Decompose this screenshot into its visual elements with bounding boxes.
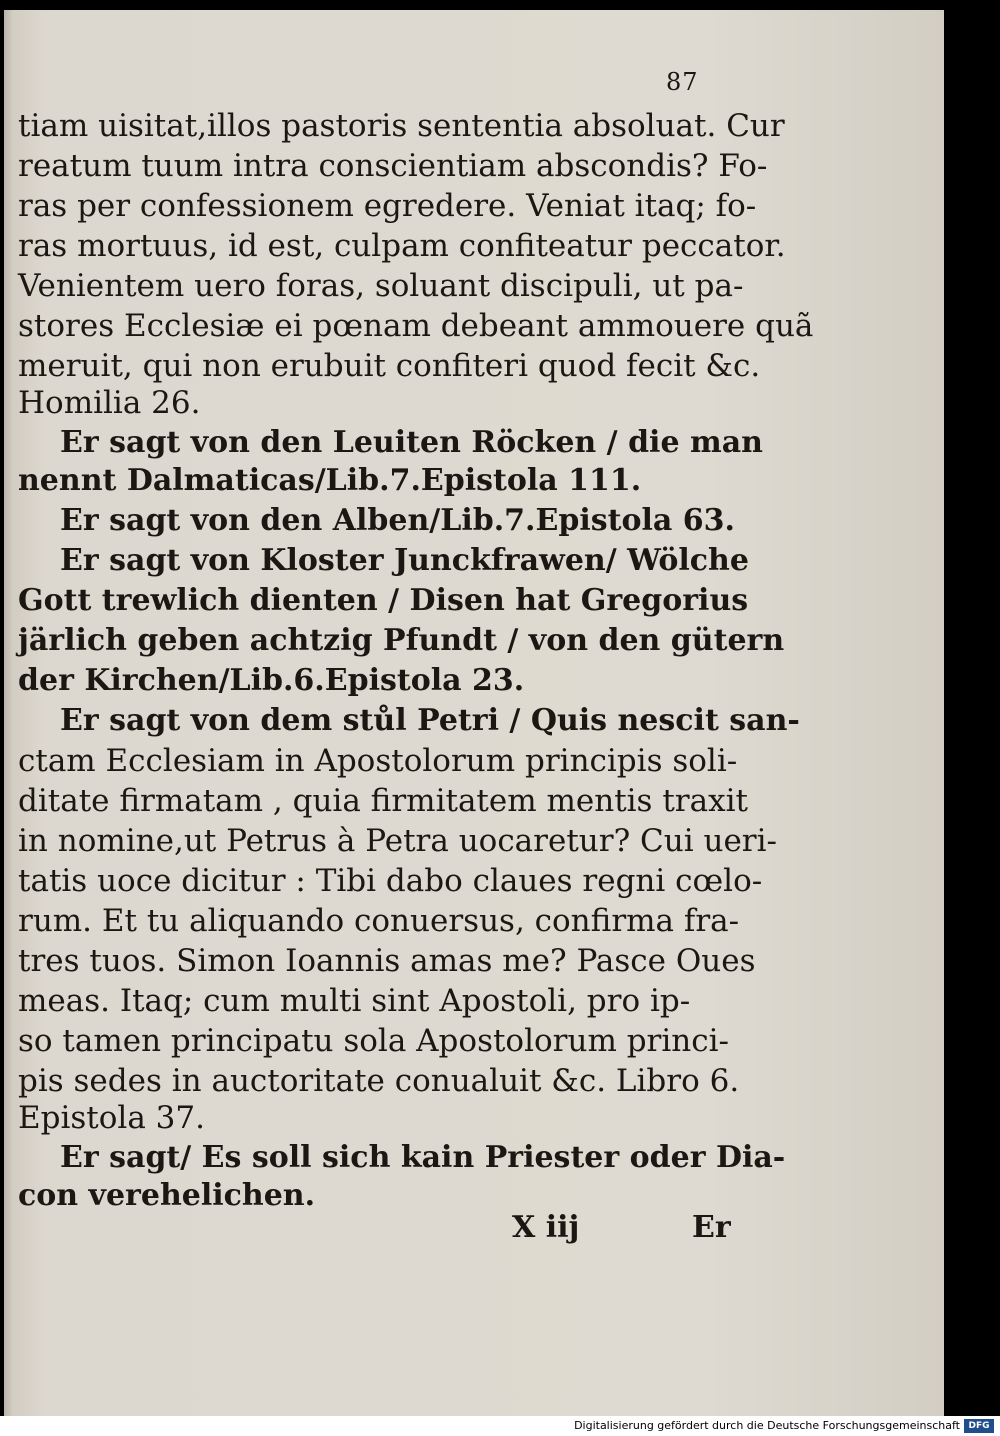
dfg-logo: DFG: [964, 1419, 994, 1433]
text-line-20: tatis uoce dicitur : Tibi dabo claues regni cœlo-: [18, 863, 763, 899]
text-line-23: meas. Itaq; cum multi sint Apostoli, pro ip-: [18, 983, 691, 1019]
text-line-22: tres tuos. Simon Ioannis amas me? Pasce Oues: [18, 943, 756, 979]
heading-priester: Er sagt/ Es soll sich kain Priester oder Dia-: [60, 1140, 786, 1175]
footer-credit: Digitalisierung gefördert durch die Deutsche Forschungsgemeinschaft: [574, 1419, 960, 1432]
text-line-2: reatum tuum intra conscientiam abscondis? Fo-: [18, 148, 768, 184]
heading-alben: Er sagt von den Alben/Lib.7.Epistola 63.: [60, 503, 735, 538]
text-line-24: so tamen principatu sola Apostolorum princi-: [18, 1023, 730, 1059]
signature-mark: X iij: [512, 1210, 580, 1245]
text-line-15: der Kirchen/Lib.6.Epistola 23.: [18, 663, 525, 698]
text-line-28: con verehelichen.: [18, 1178, 316, 1213]
text-line-6: stores Ecclesiæ ei pœnam debeant ammouere quã: [18, 308, 814, 344]
text-line-17: ctam Ecclesiam in Apostolorum principis soli-: [18, 743, 738, 779]
text-line-7: meruit, qui non erubuit confiteri quod fecit &c.: [18, 348, 761, 384]
page-binding-edge: [4, 10, 14, 1416]
text-line-21: rum. Et tu aliquando conuersus, confirma fra-: [18, 903, 740, 939]
text-line-18: ditate firmatam , quia firmitatem mentis traxit: [18, 783, 748, 819]
text-line-3: ras per confessionem egredere. Veniat itaq; fo-: [18, 188, 757, 224]
text-line-8: Homilia 26.: [18, 385, 201, 421]
footer-bar: [0, 1416, 1000, 1436]
catchword: Er: [692, 1210, 731, 1245]
page-number: 87: [666, 68, 699, 96]
text-line-1: tiam uisitat,illos pastoris sententia absoluat. Cur: [18, 108, 785, 144]
text-line-26: Epistola 37.: [18, 1100, 205, 1136]
text-line-14: järlich geben achtzig Pfundt / von den gütern: [18, 623, 785, 658]
text-line-5: Venientem uero foras, soluant discipuli, ut pa-: [18, 268, 744, 304]
text-line-13: Gott trewlich dienten / Disen hat Gregorius: [18, 583, 749, 618]
heading-stul-petri: Er sagt von dem stůl Petri / Quis nescit san-: [60, 703, 800, 738]
text-line-10: nennt Dalmaticas/Lib.7.Epistola 111.: [18, 463, 642, 498]
text-line-25: pis sedes in auctoritate conualuit &c. Libro 6.: [18, 1063, 740, 1099]
text-line-19: in nomine,ut Petrus à Petra uocaretur? Cui ueri-: [18, 823, 778, 859]
book-page: [4, 10, 944, 1416]
heading-kloster: Er sagt von Kloster Junckfrawen/ Wölche: [60, 543, 749, 578]
text-line-4: ras mortuus, id est, culpam confiteatur peccator.: [18, 228, 786, 264]
heading-leuiten: Er sagt von den Leuiten Röcken / die man: [60, 425, 763, 460]
